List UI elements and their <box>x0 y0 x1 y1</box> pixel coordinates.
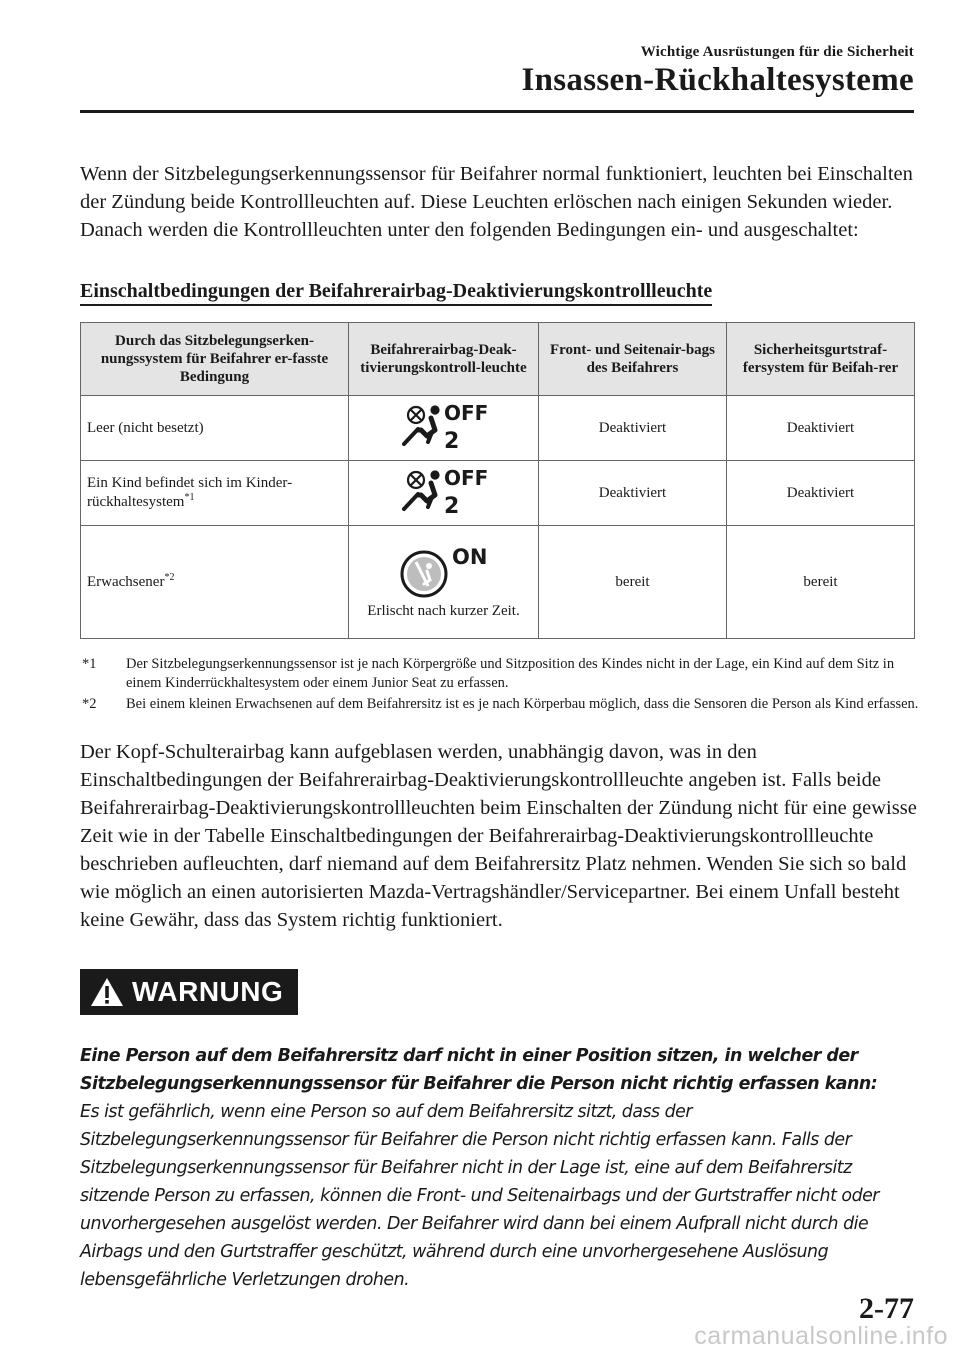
warning-body: Es ist gefährlich, wenn eine Person so auf dem Beifahrersitz sitzt, dass der Sitzbelegungserkennungssensor für Beifahrer die Person nicht richtig erfassen kann. Falls der Sitzbelegungserkennungssensor für Beifahrer nicht in der Lage ist, eine auf dem Beifahrersitz sitzende Person zu erfassen, können die Front- und Seitenairbags und der Gurtstraffer nicht oder unvorhergesehen ausgelöst werden. Der Beifahrer wird dann bei einem Aufprall nicht durch die Airbags und den Gurtstraffer geschützt, während durch eine unvorhergesehene Auslösung lebensgefährliche Verletzungen drohen. <box>80 1102 879 1290</box>
lamp-number-text: 2 <box>443 429 459 454</box>
table-header-cell: Beifahrerairbag-Deak-tivierungskontroll-leuchte <box>349 323 539 396</box>
airbag-off-lamp-icon <box>394 400 494 456</box>
warning-text <box>80 1042 925 1294</box>
warning-triangle-icon <box>90 977 124 1007</box>
table-row <box>81 461 915 526</box>
table-header-row <box>81 323 915 396</box>
airbags-cell: bereit <box>539 526 727 639</box>
footnote-number: *2 <box>82 696 97 712</box>
table-row <box>81 526 915 639</box>
footnote <box>80 695 920 714</box>
table-header-cell: Sicherheitsgurtstraf-fersystem für Beifah-rer <box>727 323 915 396</box>
condition-text: Leer (nicht besetzt) <box>87 419 204 436</box>
footnote-number: *1 <box>82 656 97 672</box>
condition-cell <box>81 396 349 461</box>
header-rule <box>80 110 914 113</box>
footnote-ref: *1 <box>184 492 195 503</box>
condition-text: Erwachsener <box>87 573 165 590</box>
lamp-number-text: 2 <box>443 494 459 519</box>
watermark: carmanualsonline.info <box>694 1322 948 1350</box>
footnote-text: Bei einem kleinen Erwachsenen auf dem Beifahrersitz ist es je nach Körperbau möglich, dass die Sensoren die Person als Kind erfassen. <box>126 696 919 712</box>
lamp-cell <box>349 461 539 526</box>
lamp-state-text: ON <box>451 544 487 569</box>
header-subtitle: Wichtige Ausrüstungen für die Sicherheit <box>640 44 914 60</box>
lamp-cell <box>349 526 539 639</box>
lamp-state-text: OFF <box>443 401 488 425</box>
page-number: 2-77 <box>859 1292 914 1325</box>
table-header-cell: Durch das Sitzbelegungserken-nungssystem für Beifahrer er-fasste Bedingung <box>81 323 349 396</box>
footnotes <box>80 655 920 716</box>
lamp-caption: Erlischt nach kurzer Zeit. <box>367 602 520 619</box>
conditions-table <box>80 322 915 639</box>
airbags-cell: Deaktiviert <box>539 396 727 461</box>
section-heading: Einschaltbedingungen der Beifahrerairbag-Deaktivierungskontrollleuchte <box>80 280 712 306</box>
condition-cell <box>81 461 349 526</box>
warning-label: WARNUNG <box>132 976 284 1007</box>
airbag-on-lamp-icon <box>394 544 494 600</box>
footnote-text: Der Sitzbelegungserkennungssensor ist je nach Körpergröße und Sitzposition des Kindes nicht in der Lage, ein Kind auf dem Sitz in einem Kinderrückhaltesystem oder einem Junior Seat zu erfassen. <box>126 656 895 691</box>
header-title: Insassen-Rückhaltesysteme <box>521 62 914 98</box>
warning-heading: Eine Person auf dem Beifahrersitz darf nicht in einer Position sitzen, in welcher der Sitzbelegungserkennungssensor für Beifahrer die Person nicht richtig erfassen kann: <box>80 1046 878 1094</box>
table-header-cell: Front- und Seitenair-bags des Beifahrers <box>539 323 727 396</box>
condition-cell <box>81 526 349 639</box>
warning-banner <box>80 969 298 1015</box>
airbag-off-lamp-icon <box>394 465 494 521</box>
footnote <box>80 655 920 693</box>
pretensioner-cell: Deaktiviert <box>727 461 915 526</box>
pretensioner-cell: Deaktiviert <box>727 396 915 461</box>
table-row <box>81 396 915 461</box>
body-paragraph: Der Kopf-Schulterairbag kann aufgeblasen werden, unabhängig davon, was in den Einschaltbedingungen der Beifahrerairbag-Deaktivierungskontrollleuchte angeben ist. Falls beide Beifahrerairbag-Deaktivierungskontrollleuchten beim Einschalten der Zündung nicht für eine gewisse Zeit wie in der Tabelle Einschaltbedingungen der Beifahrerairbag-Deaktivierungskontrollleuchte beschrieben aufleuchten, darf niemand auf dem Beifahrersitz Platz nehmen. Wenden Sie sich so bald wie möglich an einen autorisierten Mazda-Vertragshändler/Servicepartner. Bei einem Unfall besteht keine Gewähr, dass das System richtig funktioniert. <box>80 741 917 931</box>
intro-paragraph: Wenn der Sitzbelegungserkennungssensor für Beifahrer normal funktioniert, leuchten bei Einschalten der Zündung beide Kontrollleuchten auf. Diese Leuchten erlöschen nach einigen Sekunden wieder. Danach werden die Kontrollleuchten unter den folgenden Bedingungen ein- und ausgeschaltet: <box>80 163 913 241</box>
lamp-cell <box>349 396 539 461</box>
lamp-state-text: OFF <box>443 466 488 490</box>
airbags-cell: Deaktiviert <box>539 461 727 526</box>
condition-text: Ein Kind befindet sich im Kinder-rückhaltesystem <box>87 475 293 510</box>
pretensioner-cell: bereit <box>727 526 915 639</box>
footnote-ref: *2 <box>164 571 175 583</box>
